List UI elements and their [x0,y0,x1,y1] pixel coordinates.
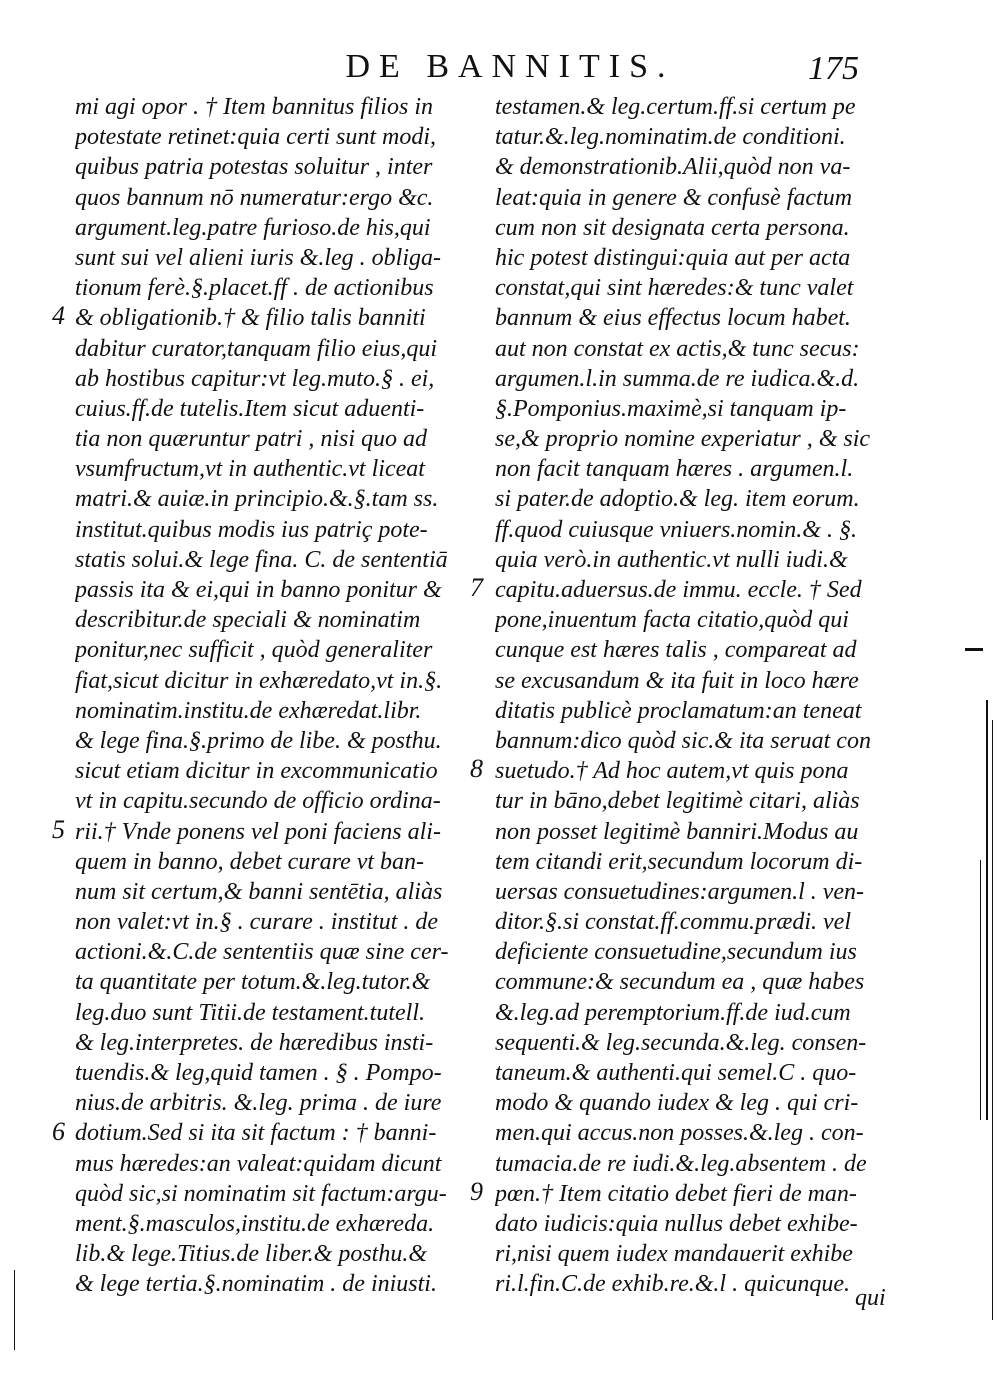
text-line: non facit tanquam hæres . argumen.l. [495,456,854,483]
text-line: tionum ferè.§.placet.ff . de actionibus [75,275,434,302]
text-line: tur in bāno,debet legitimè citari, aliàs [495,788,860,815]
text-line: non valet:vt in.§ . curare . institut . de [75,909,439,936]
text-line: ab hostibus capitur:vt leg.muto.§ . ei, [75,365,435,392]
text-line: quòd sic,si nominatim sit factum:argu- [75,1180,447,1207]
right-text-column [495,92,890,1300]
text-line: & lege fina.§.primo de libe. & posthu. [75,727,442,754]
text-line: lib.& lege.Titius.de liber.& posthu.& [75,1241,428,1268]
text-line: argumen.l.in summa.de re iudica.&.d. [495,365,860,392]
text-line: capitu.aduersus.de immu. eccle. † Sed [495,577,862,603]
text-line: commune:& secundum ea , quæ habes [495,969,865,996]
section-number-marker: 9 [470,1177,483,1207]
text-line: passis ita & ei,qui in banno ponitur & [75,577,442,603]
text-line: cunque est hæres talis , compareat ad [495,637,857,664]
text-line: & lege tertia.§.nominatim . de iniusti. [75,1271,437,1298]
text-line: ri,nisi quem iudex mandauerit exhibe [495,1241,853,1268]
text-line: se excusandum & ita fuit in loco hære [495,667,859,694]
text-line: ri.l.fin.C.de exhib.re.&.l . quicunque. [495,1271,851,1298]
text-line: rii.† Vnde ponens vel poni faciens ali- [75,818,441,845]
text-line: nominatim.institu.de exhæredat.libr. [75,697,422,724]
text-line: pone,inuentum facta citatio,quòd qui [495,607,849,634]
text-line: leg.duo sunt Titii.de testament.tutell. [75,999,425,1026]
text-line: ff.quod cuiusque vniuers.nomin.& . §. [495,516,857,543]
running-head: DE BANNITIS. [345,48,675,85]
text-line: quem in banno, debet curare vt ban- [75,848,425,875]
text-line: ditor.§.si constat.ff.commu.prædi. vel [495,909,851,936]
text-line: quia verò.in authentic.vt nulli iudi.& [495,546,848,573]
text-line: cuius.ff.de tutelis.Item sicut aduenti- [75,395,425,422]
text-line: pœn.† Item citatio debet fieri de man- [495,1180,857,1207]
scan-edge-line [986,700,988,1120]
text-line: tem citandi erit,secundum locorum di- [495,848,863,875]
scan-edge-line [980,860,981,1120]
text-line: si pater.de adoptio.& leg. item eorum. [495,486,860,513]
text-line: sunt sui vel alieni iuris &.leg . obliga- [75,244,441,271]
text-line: quos bannum nō numeratur:ergo &c. [75,184,434,211]
text-line: aut non constat ex actis,& tunc secus: [495,335,860,362]
text-line: mi agi opor . † Item bannitus filios in [75,94,434,120]
text-line: & demonstrationib.Alii,quòd non va- [495,154,851,181]
scan-edge-mark [965,648,983,651]
text-line: ponitur,nec sufficit , quòd generaliter [75,637,433,664]
text-line: dato iudicis:quia nullus debet exhibe- [495,1210,858,1237]
text-line: tumacia.de re iudi.&.leg.absentem . de [495,1150,867,1177]
text-line: leat:quia in genere & confusè factum [495,184,853,211]
text-line: suetudo.† Ad hoc autem,vt quis pona [495,758,849,785]
text-line: institut.quibus modis ius patriç pote- [75,516,428,543]
scan-edge-line [14,1270,15,1350]
left-text-column [75,92,470,1300]
section-number-marker: 6 [52,1116,65,1146]
text-line: sicut etiam dicitur in excommunicatio [75,758,438,785]
text-line: taneum.& authenti.qui semel.C . quo- [495,1060,857,1086]
text-line: se,& proprio nomine experiatur , & sic [495,426,871,453]
text-line: potestate retinet:quia certi sunt modi, [75,124,437,151]
text-line: argument.leg.patre furioso.de his,qui [75,214,431,241]
text-line: vt in capitu.secundo de officio ordina- [75,788,441,815]
text-line: tatur.&.leg.nominatim.de conditioni. [495,124,846,151]
text-line: uersas consuetudines:argumen.l . ven- [495,878,865,905]
text-line: fiat,sicut dicitur in exhæredato,vt in.§. [75,667,443,694]
text-line: men.qui accus.non posses.&.leg . con- [495,1120,864,1147]
section-number-marker: 5 [52,814,65,844]
text-line: hic potest distingui:quia aut per acta [495,244,851,271]
text-line: nius.de arbitris. &.leg. prima . de iure [75,1090,442,1117]
text-line: bannum:dico quòd sic.& ita seruat con [495,727,871,754]
text-line: mus hæredes:an valeat:quidam dicunt [75,1150,442,1177]
text-line: dotium.Sed si ita sit factum : † banni- [75,1120,437,1147]
text-line: bannum & eius effectus locum habet. [495,305,851,332]
text-line: sequenti.& leg.secunda.&.leg. consen- [495,1029,867,1056]
text-line: matri.& auiæ.in principio.&.§.tam ss. [75,486,439,513]
text-line: quibus patria potestas soluitur , inter [75,154,433,181]
text-line: §.Pomponius.maximè,si tanquam ip- [495,395,847,422]
text-line: cum non sit designata certa persona. [495,214,850,241]
text-line: num sit certum,& banni sentētia, aliàs [75,878,443,905]
text-line: actioni.&.C.de sententiis quæ sine cer- [75,939,449,966]
scan-edge-line [992,720,993,1320]
text-line: vsumfructum,vt in authentic.vt liceat [75,456,425,483]
text-line: constat,qui sint hæredes:& tunc valet [495,275,854,302]
text-line: describitur.de speciali & nominatim [75,607,421,634]
text-line: ment.§.masculos,institu.de exhæreda. [75,1210,435,1237]
text-line: &.leg.ad peremptorium.ff.de iud.cum [495,999,851,1026]
text-line: testamen.& leg.certum.ff.si certum pe [495,94,856,120]
text-line: non posset legitimè banniri.Modus au [495,818,859,845]
section-number-marker: 7 [470,573,483,603]
page-number: 175 [808,50,859,87]
text-line: & leg.interpretes. de hæredibus insti- [75,1029,434,1056]
text-line: ditatis publicè proclamatum:an teneat [495,697,862,724]
section-number-marker: 4 [52,301,65,331]
text-line: dabitur curator,tanquam filio eius,qui [75,335,438,362]
text-line: deficiente consuetudine,secundum ius [495,939,857,966]
text-line: & obligationib.† & filio talis banniti [75,305,426,332]
catchword: qui [855,1285,886,1311]
text-line: tia non quæruntur patri , nisi quo ad [75,426,428,453]
text-line: modo & quando iudex & leg . qui cri- [495,1090,859,1117]
section-number-marker: 8 [470,754,483,784]
text-line: tuendis.& leg,quid tamen . § . Pompo- [75,1060,442,1086]
text-line: ta quantitate per totum.&.leg.tutor.& [75,969,431,996]
text-line: statis solui.& lege fina. C. de sententiā [75,546,448,573]
